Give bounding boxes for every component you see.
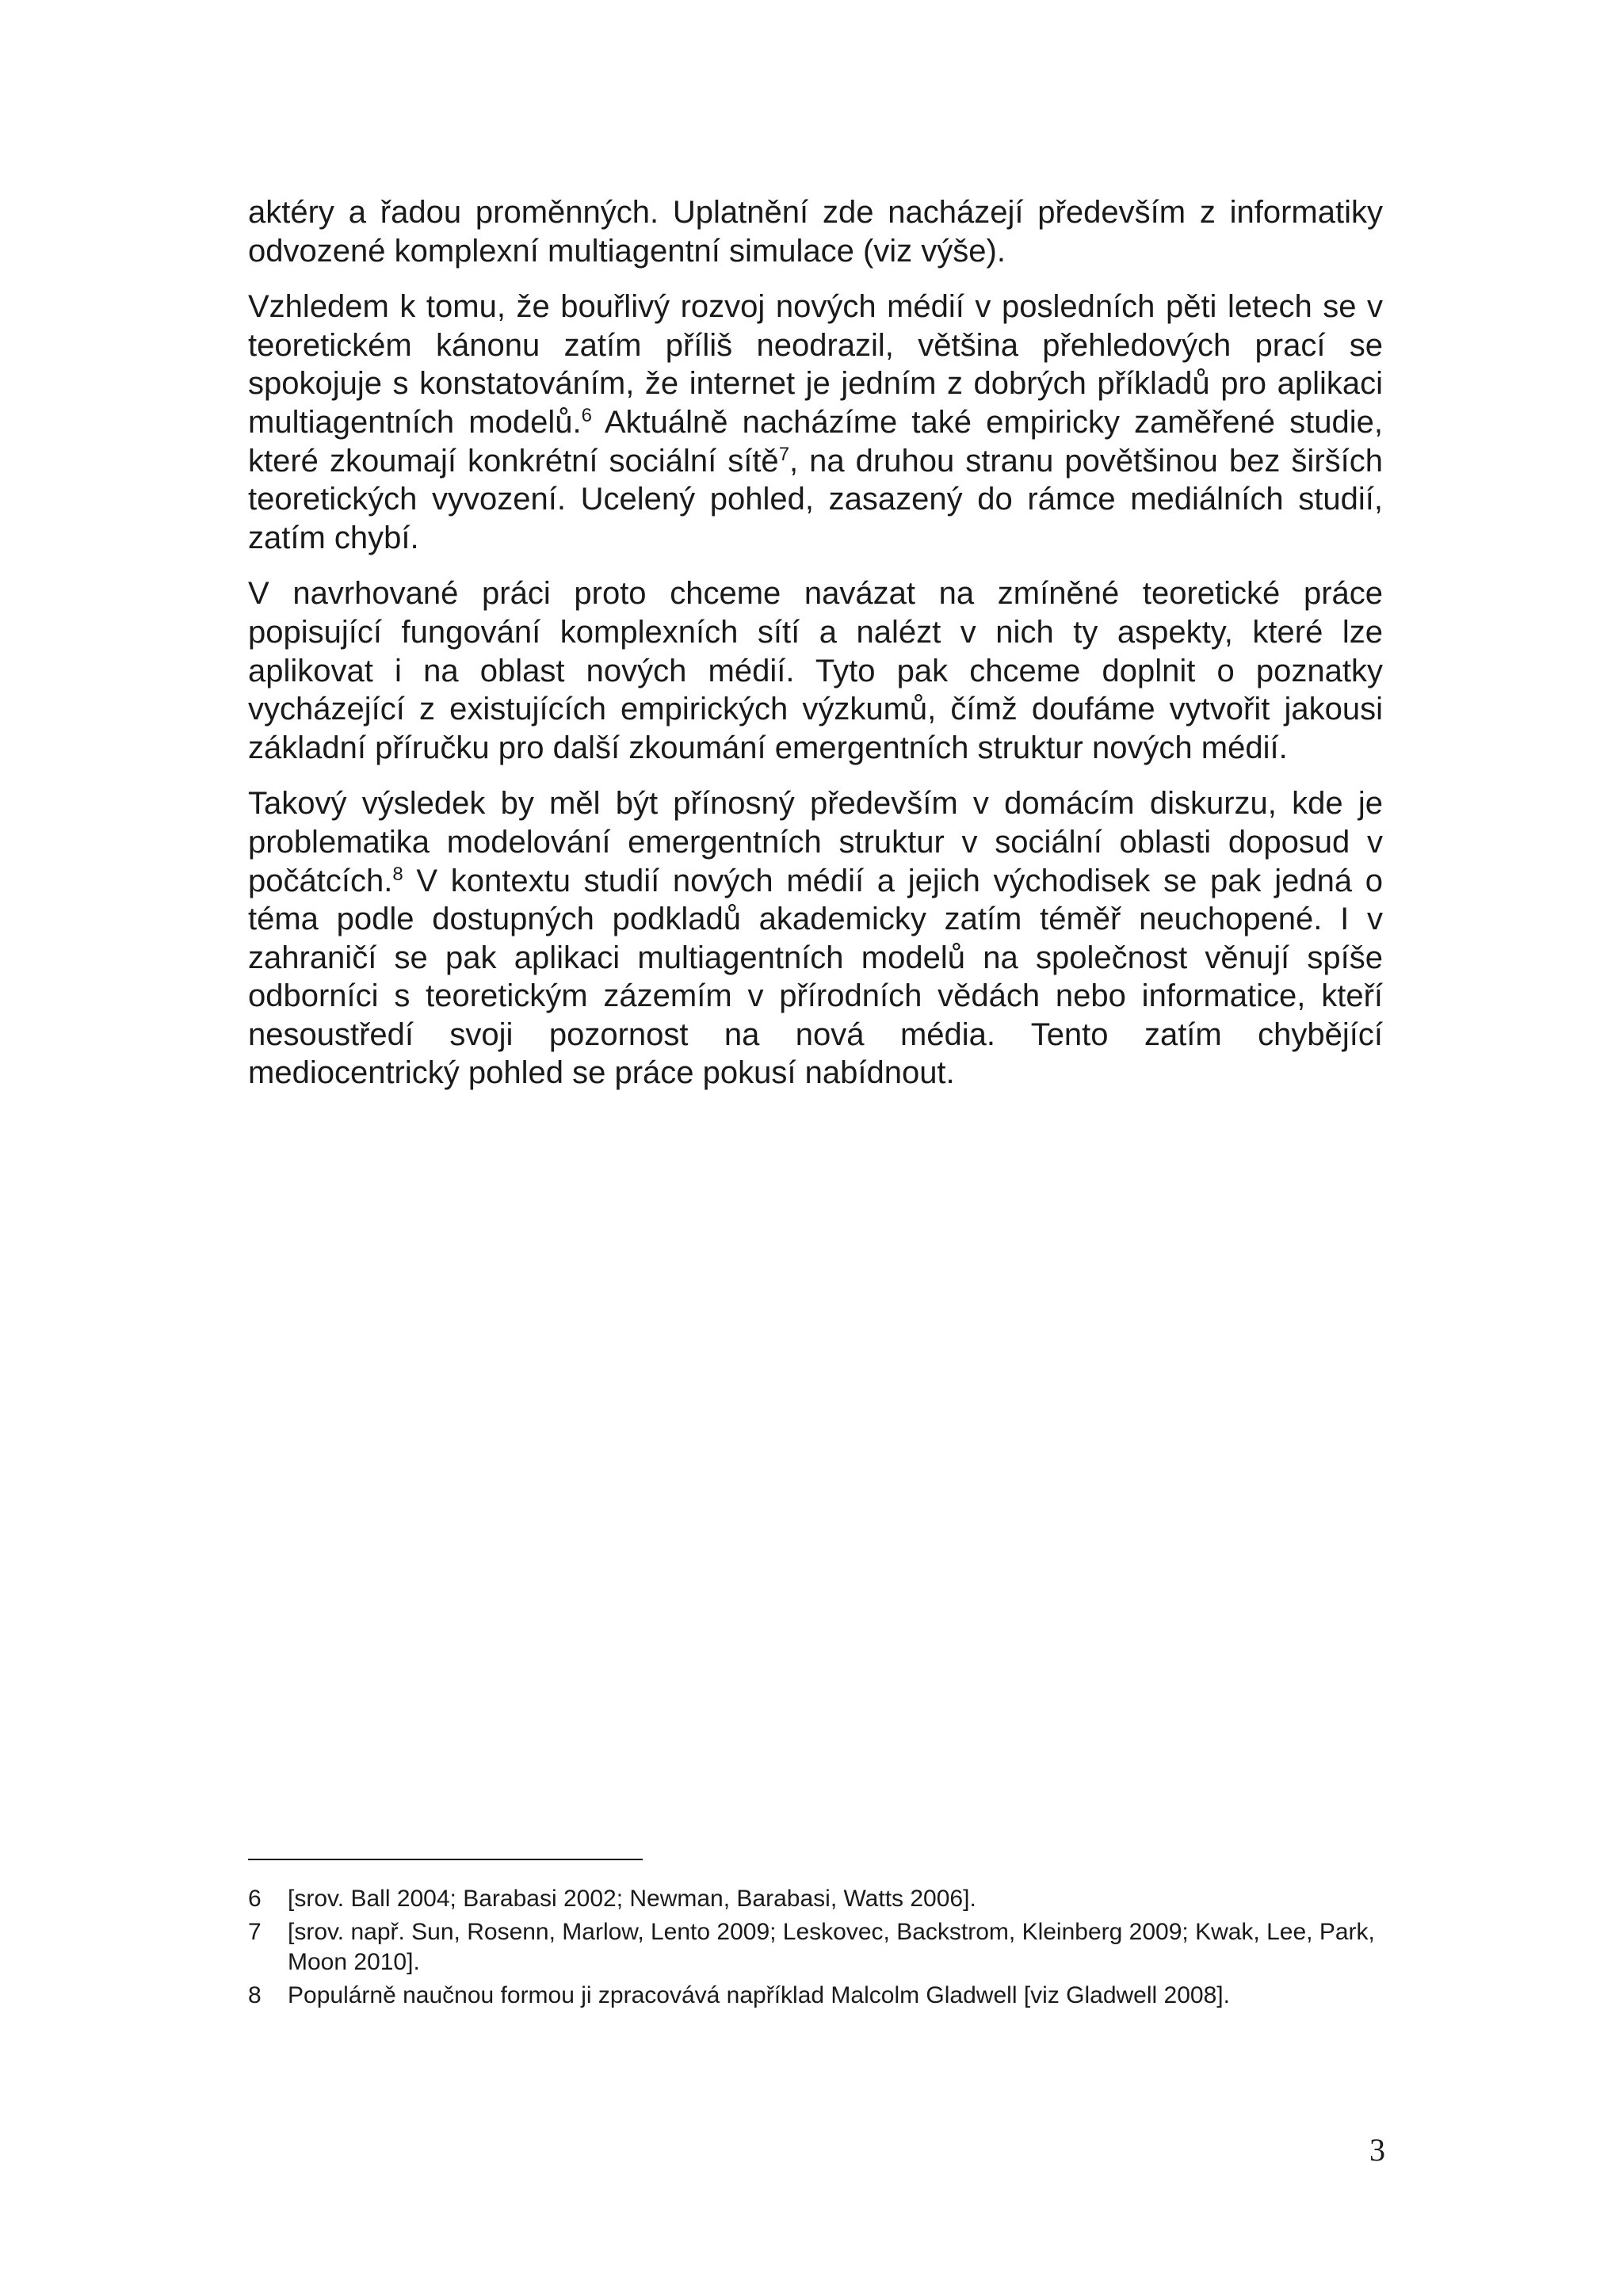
footnote-ref-7[interactable]: 7 xyxy=(778,443,790,465)
footnote-text: [srov. Ball 2004; Barabasi 2002; Newman, Barabasi, Watts 2006]. xyxy=(288,1886,976,1912)
paragraph-4-text-b: V kontextu studií nových médií a jejich východisek se pak jedná o téma podle dostupných podkladů akademicky zatím téměř neuchopené. I v zahraničí se pak aplikaci multiagentních modelů na společnost věnují spíše odborníci s teoretickým zázemím v přírodních vědách nebo informatice, kteří nesoustředí svoji pozornost na nová média. Tento zatím chybějící mediocentrický pohled se práce pokusí nabídnout. xyxy=(248,863,1383,1091)
paragraph-2-text-c: , na druhou stranu povětšinou bez širších teoretických vyvození. Ucelený pohled, zasazený do rámce mediálních studií, zatím chybí. xyxy=(248,443,1383,555)
footnote-text: [srov. např. Sun, Rosenn, Marlow, Lento 2009; Leskovec, Backstrom, Kleinberg 2009; Kwak, Lee, Park, Moon 2010]. xyxy=(288,1919,1375,1975)
footnote-7 xyxy=(248,1917,1383,1978)
body-text xyxy=(248,193,1383,1110)
footnote-ref-8[interactable]: 8 xyxy=(392,863,403,885)
footnotes xyxy=(248,1884,1383,2014)
footnote-8 xyxy=(248,1981,1383,2011)
page-number: 3 xyxy=(1369,2132,1385,2168)
footnote-text: Populárně naučnou formou ji zpracovává například Malcolm Gladwell [viz Gladwell 2008]. xyxy=(288,1982,1230,2008)
paragraph-4-text-a: Takový výsledek by měl být přínosný především v domácím diskurzu, kde je problematika modelování emergentních struktur v sociální oblasti doposud v počátcích. xyxy=(248,786,1383,898)
paragraph-1 xyxy=(248,193,1383,270)
paragraph-3-text: V navrhované práci proto chceme navázat na zmíněné teoretické práce popisující fungování komplexních sítí a nalézt v nich ty aspekty, které lze aplikovat i na oblast nových médií. Tyto pak chceme doplnit o poznatky vycházející z existujících empirických výzkumů, čímž doufáme vytvořit jakousi základní příručku pro další zkoumání emergentních struktur nových médií. xyxy=(248,576,1383,765)
footnote-number: 7 xyxy=(248,1919,262,1945)
paragraph-2 xyxy=(248,288,1383,557)
footnote-separator xyxy=(248,1859,643,1860)
paragraph-2-text-b: Aktuálně nacházíme také empiricky zaměřené studie, které zkoumají konkrétní sociální sítě xyxy=(248,404,1383,479)
paragraph-3 xyxy=(248,574,1383,767)
paragraph-2-text-a: Vzhledem k tomu, že bouřlivý rozvoj nových médií v posledních pěti letech se v teoretickém kánonu zatím příliš neodrazil, většina přehledových prací se spokojuje s konstatováním, že internet je jedním z dobrých příkladů pro aplikaci multiagentních modelů. xyxy=(248,289,1383,440)
paragraph-1-text: aktéry a řadou proměnných. Uplatnění zde nacházejí především z informatiky odvozené komplexní multiagentní simulace (viz výše). xyxy=(248,195,1383,269)
footnote-number: 8 xyxy=(248,1982,262,2008)
paragraph-4 xyxy=(248,784,1383,1093)
footnote-ref-6[interactable]: 6 xyxy=(581,404,592,426)
footnote-number: 6 xyxy=(248,1886,262,1912)
footnote-6 xyxy=(248,1884,1383,1914)
